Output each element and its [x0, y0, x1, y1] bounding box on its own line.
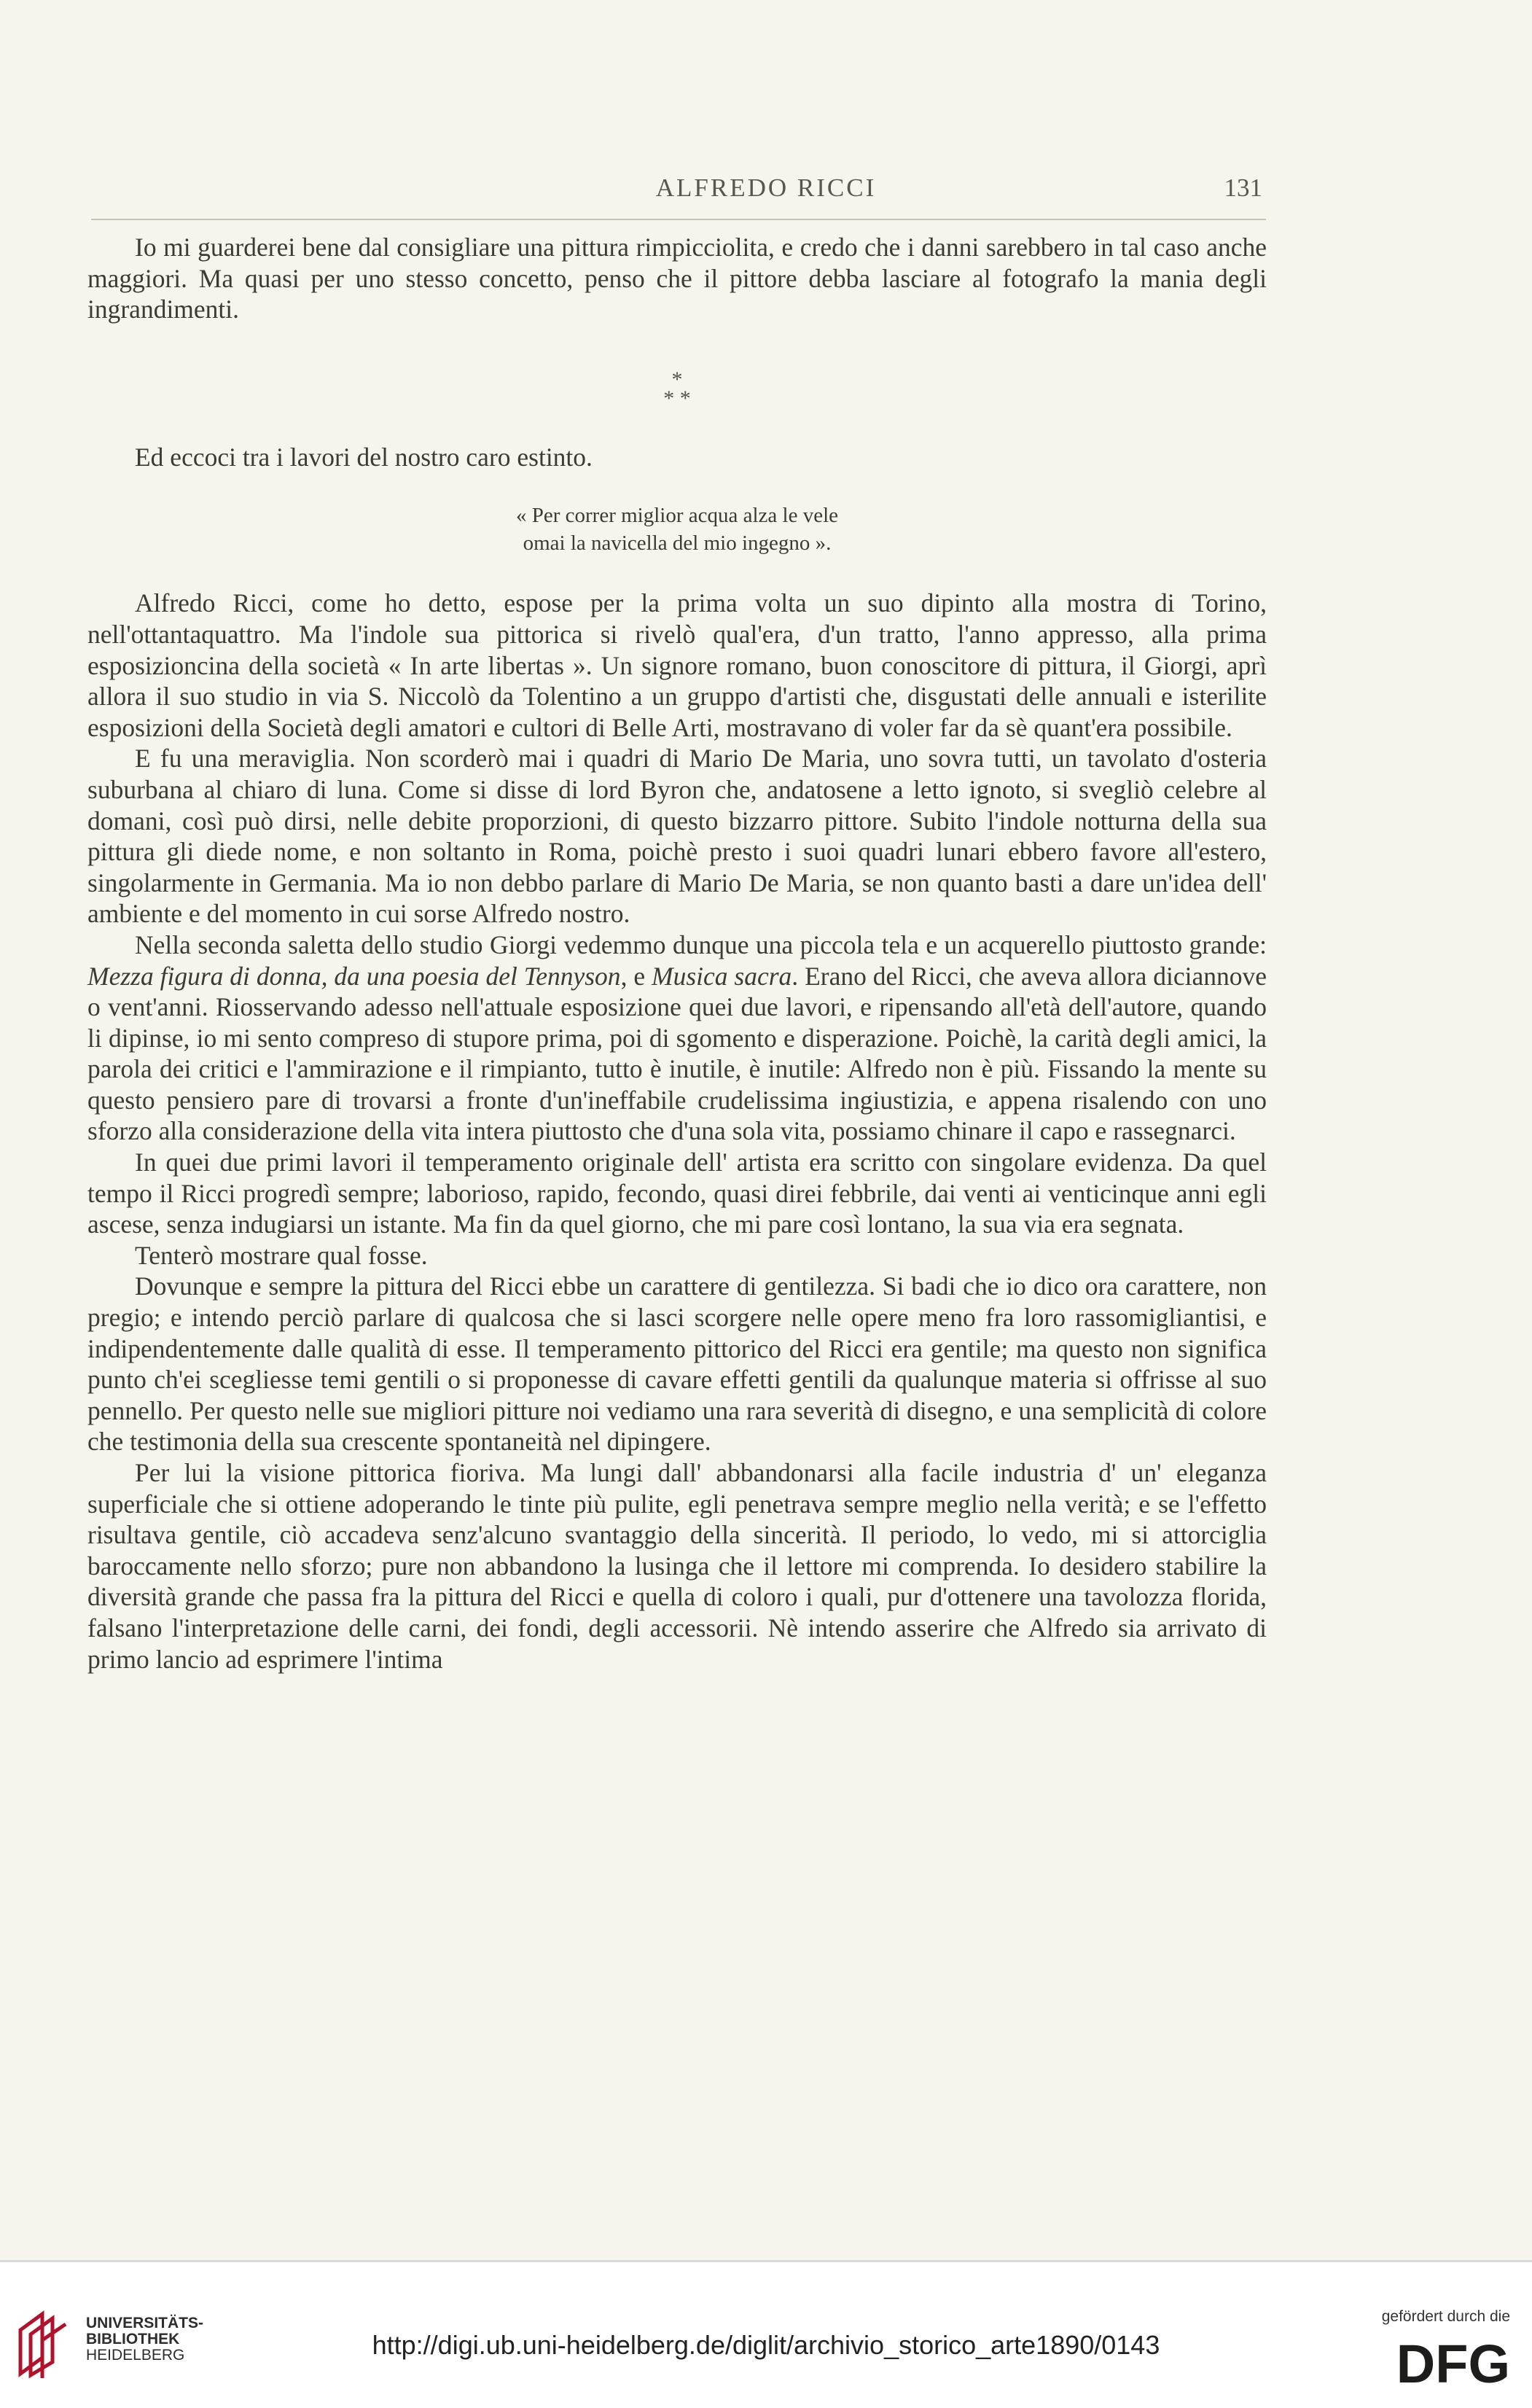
paragraph: Ed eccoci tra i lavori del nostro caro estinto. — [135, 442, 593, 472]
verse-quote — [87, 502, 1267, 557]
artwork-title: Musica sacra — [652, 961, 792, 991]
artwork-title: Mezza figura di donna, da una poesia del Tennyson — [87, 961, 621, 991]
footer-divider — [0, 2260, 1532, 2262]
paragraph-with-titles — [87, 930, 1267, 1147]
permalink[interactable]: http://digi.ub.uni-heidelberg.de/diglit/archivio_storico_arte1890/0143 — [372, 2330, 1160, 2360]
asterism-bottom: * * — [663, 386, 691, 410]
page-number: 131 — [1224, 174, 1262, 202]
running-title: ALFREDO RICCI — [655, 174, 877, 202]
paragraph: Dovunque e sempre la pittura del Ricci ebbe un carattere di gentilezza. Si badi che io dico ora carattere, non pregio; e intendo perciò parlare di qualcosa che si lasci scorgere nelle opere meno fra loro rassomigliantisi, e indipendentemente dalle qualità di esse. Il temperamento pittorico del Ricci era gentile; ma questo non significa punto ch'ei scegliesse temi gentili o si proponesse di cavare effetti gentili da qualunque materia si offrisse al suo pennello. Per questo nelle sue migliori pitture noi vediamo una rara severità di disegno, e una semplicità di colore che testimonia della sua crescente spontaneità nel dipingere. — [87, 1271, 1267, 1457]
library-name-line: UNIVERSITÄTS- — [86, 2315, 204, 2331]
paragraph-text: Erano del Ricci, che aveva allora diciannove o vent'anni. Riosservando adesso nell'attuale esposizione quei due lavori, e ripensando all'età dell'autore, quando li dipinse, io mi sento compreso di stupore prima, poi di sgomento e disperazione. Poichè, la carità degli amici, la parola dei critici e l'ammirazione e il rimpianto, tutto è inutile, è inutile: Alfredo non è più. Fissando la mente su questo pensiero pare di trovarsi a fronte d'un'ineffabile crudelissima ingiustizia, e appena risalendo con uno sforzo alla considerazione della vita intera piuttosto che d'una sola vita, possiamo chinare il capo e rassegnarci. — [87, 961, 1267, 1146]
paragraph-text: Nella seconda saletta dello studio Giorgi vedemmo dunque una piccola tela e un acquerello piuttosto grande: — [135, 930, 1267, 959]
verse-line: « Per correr miglior acqua alza le vele — [515, 504, 839, 528]
paragraph-text: , e — [620, 961, 652, 991]
paragraph: Io mi guarderei bene dal consigliare una pittura rimpicciolita, e credo che i danni sarebbero in tal caso anche maggiori. Ma quasi per uno stesso concetto, penso che il pittore debba lasciare al fotografo la mania degli ingrandimenti. — [87, 233, 1267, 324]
paragraph: Alfredo Ricci, come ho detto, espose per la prima volta un suo dipinto alla mostra di Torino, nell'ottantaquattro. Ma l'indole sua pittorica si rivelò qual'era, d'un tratto, l'anno appresso, alla prima esposizioncina della società « In arte libertas ». Un signore romano, buon conoscitore di pittura, il Giorgi, aprì allora il suo studio in via S. Niccolò da Tolentino a un gruppo d'artisti che, disgustati delle annuali e isterilite esposizioni della Società degli amatori e cultori di Belle Arti, mostravano di voler far da sè quant'era possibile. — [87, 588, 1267, 742]
dfg-logo-icon — [1350, 2339, 1510, 2387]
paragraph: E fu una meraviglia. Non scorderò mai i quadri di Mario De Maria, uno sovra tutti, un tavolato d'osteria suburbana al chiaro di luna. Come si disse di lord Byron che, andatosene a letto ignoto, si svegliò celebre al domani, così può dirsi, nelle debite proporzioni, di questo bizzarro pittore. Subito l'indole notturna della sua pittura gli diede nome, e non soltanto in Roma, poichè presto i suoi quadri lunari ebbero favore all'estero, singolarmente in Germania. Ma io non debbo parlare di Mario De Maria, se non quanto basti a dare un'idea dell' ambiente e del momento in cui sorse Alfredo nostro. — [87, 744, 1267, 929]
library-name-line: BIBLIOTHEK — [86, 2331, 180, 2347]
paragraph-text: . — [792, 961, 805, 991]
article-body — [87, 232, 1267, 1675]
running-head — [0, 174, 1532, 203]
paragraph: Tenterò mostrare qual fosse. — [135, 1240, 428, 1270]
asterism-top: * — [671, 367, 683, 391]
dfg-logo-text: DFG — [1396, 2339, 1510, 2387]
funding-label: gefördert durch die — [1381, 2308, 1510, 2325]
asterism — [87, 367, 1267, 410]
paragraph: In quei due primi lavori il temperamento originale dell' artista era scritto con singolare evidenza. Da quel tempo il Ricci progredì sempre; laborioso, rapido, fecondo, quasi direi febbrile, dai venti ai venticinque anni egli ascese, senza indugiarsi un istante. Ma fin da quel giorno, che mi pare così lontano, la sua via era segnata. — [87, 1147, 1267, 1239]
header-rule — [91, 219, 1266, 220]
paragraph: Per lui la visione pittorica fioriva. Ma lungi dall' abbandonarsi alla facile industria d' un' eleganza superficiale che si ottiene adoperando le tinte più pulite, egli penetrava sempre meglio nella verità; e se l'effetto risultava gentile, ciò accadeva senz'alcuno svantaggio della sincerità. Il periodo, lo vedo, mi si attorciglia baroccamente nello sforzo; pure non abbandono la lusinga che il lettore mi comprenda. Io desidero stabilire la diversità grande che passa fra la pittura del Ricci e quella di coloro i quali, pur d'ottenere una tavolozza florida, falsano l'interpretazione delle carni, dei fondi, degli accessorii. Nè intendo asserire che Alfredo sia arrivato di primo lancio ad esprimere l'intima — [87, 1458, 1267, 1674]
library-name-line: HEIDELBERG — [86, 2347, 185, 2364]
verse-line: omai la navicella del mio ingegno ». — [523, 531, 832, 556]
digitization-footer — [0, 2260, 1532, 2408]
